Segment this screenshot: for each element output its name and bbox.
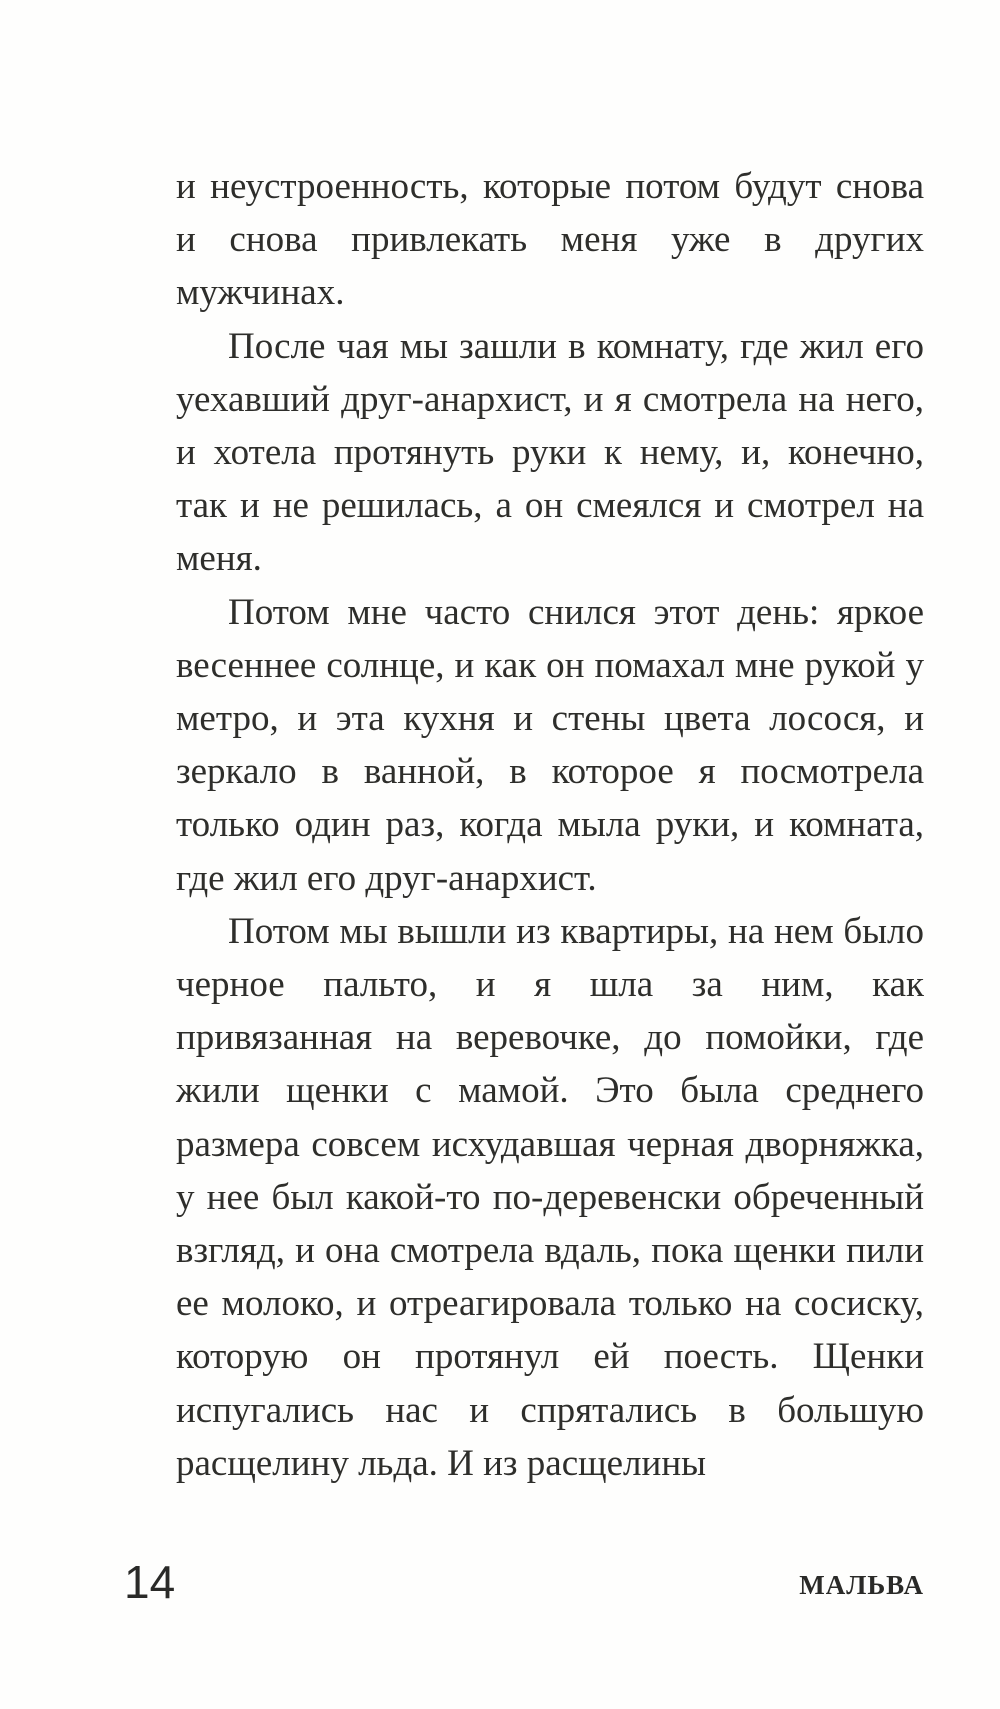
page-number: 14 (124, 1556, 176, 1608)
running-title: МАЛЬВА (799, 1570, 924, 1600)
paragraph-3: Потом мне часто снился этот день: яркое весеннее солнце, и как он помахал мне рукой у метро, и эта кухня и стены цвета лосося, и зеркало в ванной, в которое я посмотрела только один раз, когда мыла руки, и комната, где жил его друг-анархист. (176, 591, 924, 899)
paragraph-2: После чая мы зашли в комнату, где жил его уехавший друг-анархист, и я смотрела на него, и хотела протянуть руки к нему, и, конечно, так и не решилась, а он смеялся и смотрел на меня. (176, 325, 924, 580)
paragraph-1: и неустроенность, которые потом будут снова и снова привлекать меня уже в других мужчинах. (176, 166, 924, 314)
paragraph-4: Потом мы вышли из квартиры, на нем было черное пальто, и я шла за ним, как привязанная на веревочке, до помойки, где жили щенки с мамой. Это была среднего размера совсем исхудавшая черная дворняжка, у нее был какой-то по-деревенски обреченный взгляд, и она смотрела вдаль, пока щенки пили ее молоко, и отреагировала только на сосиску, которую он протянул ей поесть. Щенки испугались нас и спрятались в большую расщелину льда. И из расщелины (176, 910, 924, 1484)
body-text (176, 160, 924, 1490)
